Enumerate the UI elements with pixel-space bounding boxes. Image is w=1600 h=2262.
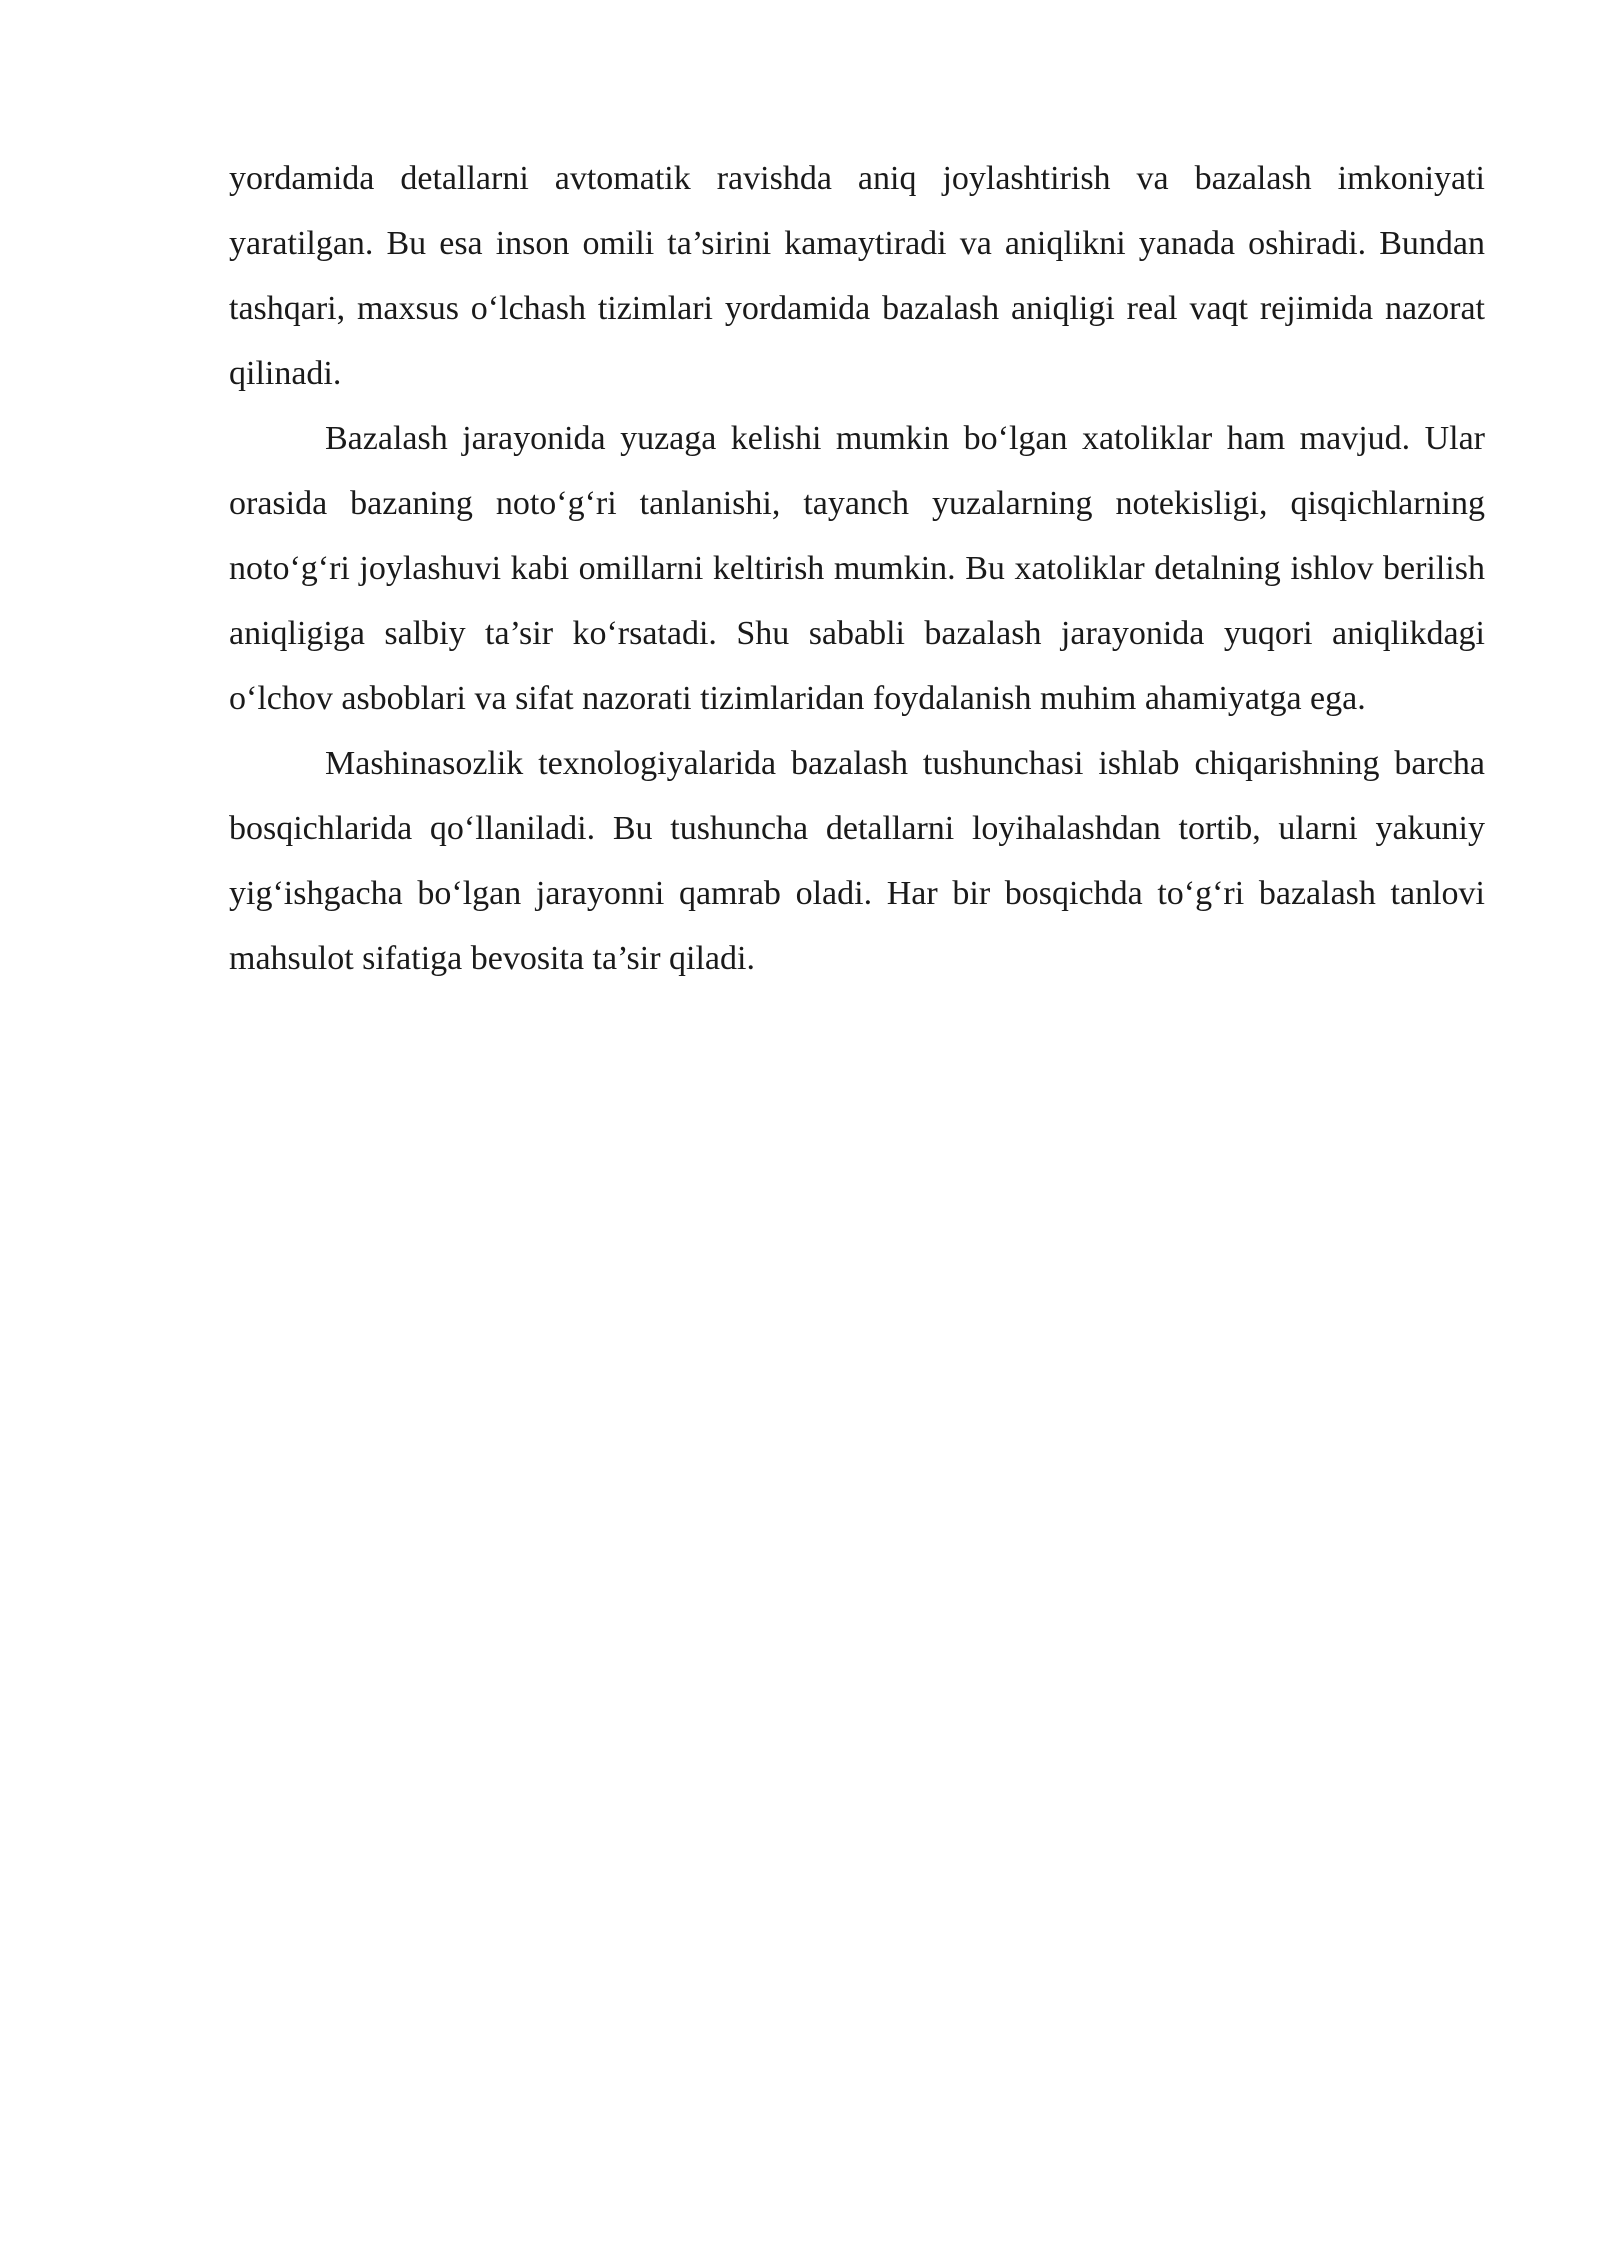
paragraph-applications: Mashinasozlik texnologiyalarida bazalash tushunchasi ishlab chiqarishning barcha bosqichlarida qo‘llaniladi. Bu tushuncha detallarni loyihalashdan tortib, ularni yakuniy yig‘ishgacha bo‘lgan jarayonni qamrab oladi. Har bir bosqichda to‘g‘ri bazalash tanlovi mahsulot sifatiga bevosita ta’sir qiladi. — [229, 745, 1485, 977]
paragraph-errors: Bazalash jarayonida yuzaga kelishi mumkin bo‘lgan xatoliklar ham mavjud. Ular orasida bazaning noto‘g‘ri tanlanishi, tayanch yuzalarning notekisligi, qisqichlarning noto‘g‘ri joylashuvi kabi omillarni keltirish mumkin. Bu xatoliklar detalning ishlov berilish aniqligiga salbiy ta’sir ko‘rsatadi. Shu sababli bazalash jarayonida yuqori aniqlikdagi o‘lchov asboblari va sifat nazorati tizimlaridan foydalanish muhim ahamiyatga ega. — [229, 420, 1485, 717]
document-body — [229, 146, 1485, 991]
paragraph-continuation: yordamida detallarni avtomatik ravishda aniq joylashtirish va bazalash imkoniyati yaratilgan. Bu esa inson omili ta’sirini kamaytiradi va aniqlikni yanada oshiradi. Bundan tashqari, maxsus o‘lchash tizimlari yordamida bazalash aniqligi real vaqt rejimida nazorat qilinadi. — [229, 160, 1485, 392]
